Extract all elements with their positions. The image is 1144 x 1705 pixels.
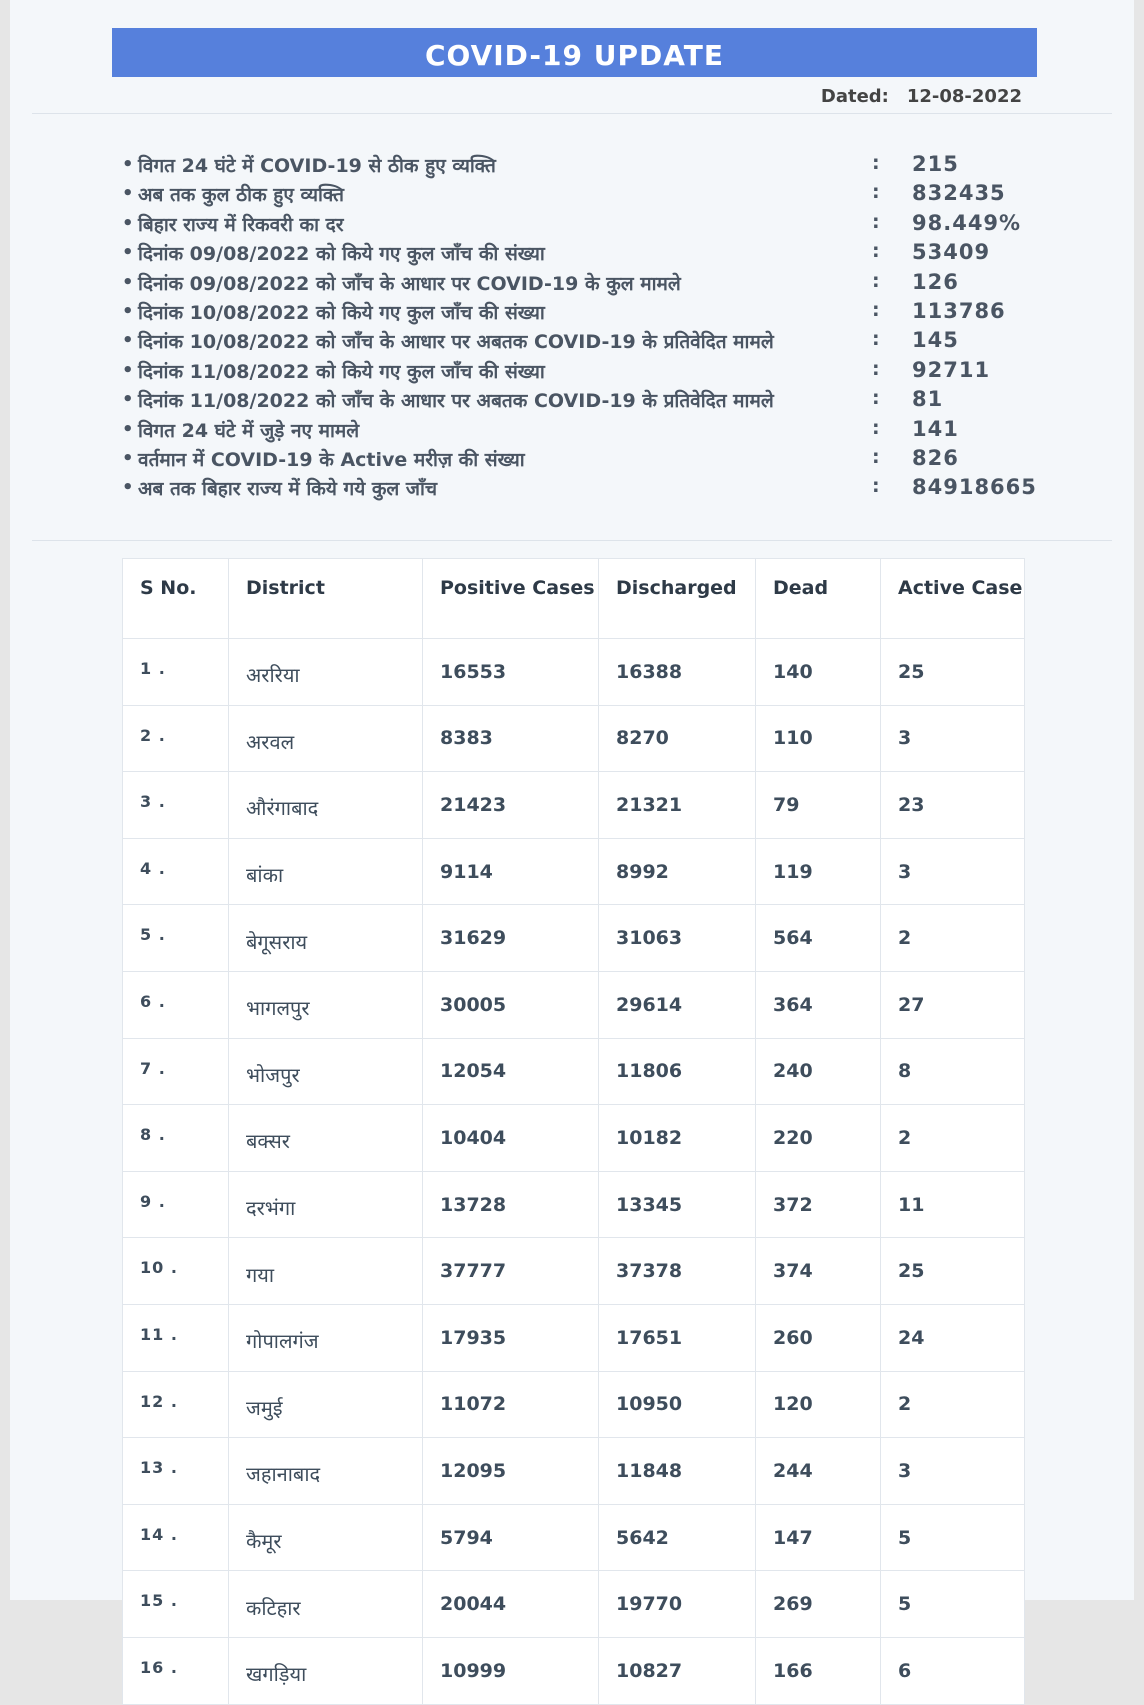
- cell-active: 25: [881, 639, 1025, 706]
- stat-row: [122, 211, 1042, 240]
- bullet-icon: •: [122, 389, 134, 411]
- cell-dead: 244: [756, 1438, 881, 1505]
- cell-active: 3: [881, 705, 1025, 772]
- table-row: [123, 1038, 1025, 1105]
- cell-dead: 269: [756, 1571, 881, 1638]
- stat-row: [122, 240, 1042, 269]
- cell-positive: 12054: [423, 1038, 599, 1105]
- stat-value: 53409: [912, 240, 991, 265]
- col-header-active: Active Case: [881, 559, 1025, 639]
- dated-value: 12-08-2022: [906, 86, 1022, 107]
- stat-colon: :: [872, 445, 880, 468]
- cell-district: खगड़िया: [229, 1637, 423, 1704]
- table-row: [123, 1571, 1025, 1638]
- cell-discharged: 13345: [599, 1171, 756, 1238]
- cell-discharged: 21321: [599, 772, 756, 839]
- col-header-discharged: Discharged: [599, 559, 756, 639]
- cell-sno: 13 .: [123, 1438, 229, 1505]
- table-row: [123, 905, 1025, 972]
- table-header-row: [123, 559, 1025, 639]
- col-header-dead: Dead: [756, 559, 881, 639]
- cell-district: बेगूसराय: [229, 905, 423, 972]
- stat-colon: :: [872, 152, 880, 174]
- cell-active: 5: [881, 1504, 1025, 1571]
- cell-active: 2: [881, 905, 1025, 972]
- cell-active: 6: [881, 1637, 1025, 1704]
- cell-sno: 5 .: [123, 905, 229, 972]
- cell-sno: 12 .: [123, 1371, 229, 1438]
- stat-colon: :: [872, 210, 880, 233]
- stat-label: विगत 24 घंटे में COVID-19 से ठीक हुए व्यक्ति: [138, 155, 496, 177]
- cell-district: अररिया: [229, 639, 423, 706]
- cell-district: बक्सर: [229, 1105, 423, 1172]
- cell-active: 24: [881, 1304, 1025, 1371]
- cell-dead: 240: [756, 1038, 881, 1105]
- stat-row: [122, 270, 1042, 299]
- cell-positive: 31629: [423, 905, 599, 972]
- stat-label: दिनांक 11/08/2022 को किये गए कुल जाँच की संख्या: [138, 360, 545, 383]
- stat-row: [122, 181, 1042, 210]
- cell-dead: 147: [756, 1504, 881, 1571]
- stat-label: बिहार राज्य में रिकवरी का दर: [138, 213, 344, 236]
- cell-positive: 5794: [423, 1504, 599, 1571]
- cell-dead: 140: [756, 639, 881, 706]
- stat-colon: :: [872, 328, 880, 351]
- table-row: [123, 838, 1025, 905]
- col-header-district: District: [229, 559, 423, 639]
- cell-dead: 372: [756, 1171, 881, 1238]
- cell-sno: 9 .: [123, 1171, 229, 1238]
- cell-dead: 166: [756, 1637, 881, 1704]
- cell-district: अरवल: [229, 705, 423, 772]
- stat-value: 98.449%: [912, 210, 1022, 235]
- stat-value: 113786: [912, 298, 1006, 323]
- cell-positive: 11072: [423, 1371, 599, 1438]
- cell-district: कटिहार: [229, 1571, 423, 1638]
- cell-discharged: 10827: [599, 1637, 756, 1704]
- cell-discharged: 8270: [599, 705, 756, 772]
- table-row: [123, 971, 1025, 1038]
- cell-positive: 13728: [423, 1171, 599, 1238]
- cell-dead: 260: [756, 1304, 881, 1371]
- cell-active: 25: [881, 1238, 1025, 1305]
- cell-district: जमुई: [229, 1371, 423, 1438]
- stat-row: [122, 417, 1042, 446]
- cell-sno: 7 .: [123, 1038, 229, 1105]
- cell-active: 5: [881, 1571, 1025, 1638]
- cell-dead: 79: [756, 772, 881, 839]
- cell-positive: 17935: [423, 1304, 599, 1371]
- cell-positive: 8383: [423, 705, 599, 772]
- stat-value: 84918665: [912, 475, 1037, 500]
- cell-positive: 10999: [423, 1637, 599, 1704]
- stat-value: 92711: [912, 357, 991, 382]
- divider: [32, 540, 1112, 541]
- divider: [32, 113, 1112, 114]
- cell-discharged: 16388: [599, 639, 756, 706]
- stat-row: [122, 299, 1042, 328]
- cell-sno: 11 .: [123, 1304, 229, 1371]
- cell-sno: 1 .: [123, 639, 229, 706]
- stat-label: अब तक बिहार राज्य में किये गये कुल जाँच: [138, 478, 438, 501]
- cell-active: 3: [881, 1438, 1025, 1505]
- cell-dead: 110: [756, 705, 881, 772]
- bullet-icon: •: [122, 212, 134, 234]
- document-page: [10, 0, 1134, 1687]
- stat-row: [122, 475, 1042, 504]
- col-header-positive: Positive Cases: [423, 559, 599, 639]
- cell-positive: 10404: [423, 1105, 599, 1172]
- cell-positive: 30005: [423, 971, 599, 1038]
- bullet-icon: •: [122, 330, 134, 352]
- stat-row: [122, 152, 1042, 181]
- dated-label: Dated:: [820, 86, 889, 107]
- stat-row: [122, 328, 1042, 357]
- col-header-sno: S No.: [123, 559, 229, 639]
- cell-discharged: 37378: [599, 1238, 756, 1305]
- table-row: [123, 1304, 1025, 1371]
- cell-discharged: 17651: [599, 1304, 756, 1371]
- stat-value: 826: [912, 445, 959, 470]
- stat-label: दिनांक 10/08/2022 को किये गए कुल जाँच की संख्या: [138, 301, 545, 324]
- table-row: [123, 1171, 1025, 1238]
- cell-discharged: 10950: [599, 1371, 756, 1438]
- table-row: [123, 1105, 1025, 1172]
- table-row: [123, 705, 1025, 772]
- cell-district: कैमूर: [229, 1504, 423, 1571]
- stat-row: [122, 358, 1042, 387]
- bullet-icon: •: [122, 359, 134, 381]
- cell-active: 27: [881, 971, 1025, 1038]
- cell-active: 8: [881, 1038, 1025, 1105]
- stat-label: दिनांक 11/08/2022 को जाँच के आधार पर अबतक COVID-19 के प्रतिवेदित मामले: [138, 390, 774, 413]
- cell-sno: 10 .: [123, 1238, 229, 1305]
- cell-active: 3: [881, 838, 1025, 905]
- cell-sno: 16 .: [123, 1637, 229, 1704]
- cell-positive: 20044: [423, 1571, 599, 1638]
- table-row: [123, 772, 1025, 839]
- stat-value: 215: [912, 152, 959, 176]
- bullet-icon: •: [122, 242, 134, 264]
- stat-value: 81: [912, 387, 944, 412]
- cell-sno: 4 .: [123, 838, 229, 905]
- cell-district: जहानाबाद: [229, 1438, 423, 1505]
- cell-positive: 12095: [423, 1438, 599, 1505]
- cell-discharged: 11848: [599, 1438, 756, 1505]
- stat-colon: :: [872, 269, 880, 292]
- cell-dead: 119: [756, 838, 881, 905]
- stat-colon: :: [872, 240, 880, 263]
- cell-active: 2: [881, 1105, 1025, 1172]
- stat-label: दिनांक 09/08/2022 को किये गए कुल जाँच की संख्या: [138, 243, 545, 266]
- cell-dead: 120: [756, 1371, 881, 1438]
- cell-active: 2: [881, 1371, 1025, 1438]
- cell-discharged: 5642: [599, 1504, 756, 1571]
- page-title: COVID-19 UPDATE: [112, 28, 1037, 77]
- cell-discharged: 11806: [599, 1038, 756, 1105]
- dated-line: [821, 86, 1022, 107]
- stat-colon: :: [872, 387, 880, 410]
- cell-sno: 15 .: [123, 1571, 229, 1638]
- bullet-icon: •: [122, 418, 134, 440]
- stat-label: अब तक कुल ठीक हुए व्यक्ति: [138, 184, 344, 207]
- table-row: [123, 639, 1025, 706]
- table-row: [123, 1504, 1025, 1571]
- cell-discharged: 31063: [599, 905, 756, 972]
- stat-row: [122, 446, 1042, 475]
- table-row: [123, 1438, 1025, 1505]
- cell-sno: 2 .: [123, 705, 229, 772]
- cell-discharged: 29614: [599, 971, 756, 1038]
- stat-value: 141: [912, 416, 959, 441]
- bullet-icon: •: [122, 154, 134, 175]
- bullet-icon: •: [122, 271, 134, 293]
- cell-sno: 8 .: [123, 1105, 229, 1172]
- cell-active: 23: [881, 772, 1025, 839]
- cell-positive: 16553: [423, 639, 599, 706]
- cell-district: भोजपुर: [229, 1038, 423, 1105]
- cell-sno: 14 .: [123, 1504, 229, 1571]
- stat-value: 145: [912, 328, 959, 353]
- stat-value: 832435: [912, 181, 1006, 206]
- stat-colon: :: [872, 416, 880, 439]
- stats-list: [122, 152, 1042, 505]
- bullet-icon: •: [122, 477, 134, 499]
- cell-sno: 6 .: [123, 971, 229, 1038]
- stat-label: वर्तमान में COVID-19 के Active मरीज़ की संख्या: [138, 448, 525, 471]
- cell-discharged: 8992: [599, 838, 756, 905]
- cell-discharged: 19770: [599, 1571, 756, 1638]
- stat-label: दिनांक 10/08/2022 को जाँच के आधार पर अबतक COVID-19 के प्रतिवेदित मामले: [138, 331, 774, 354]
- cell-dead: 364: [756, 971, 881, 1038]
- table-row: [123, 1238, 1025, 1305]
- cell-district: दरभंगा: [229, 1171, 423, 1238]
- stat-colon: :: [872, 475, 880, 498]
- bullet-icon: •: [122, 300, 134, 322]
- cell-positive: 9114: [423, 838, 599, 905]
- bullet-icon: •: [122, 447, 134, 469]
- table-row: [123, 1637, 1025, 1704]
- cell-dead: 220: [756, 1105, 881, 1172]
- stat-row: [122, 387, 1042, 416]
- cell-active: 11: [881, 1171, 1025, 1238]
- cell-positive: 37777: [423, 1238, 599, 1305]
- cell-dead: 564: [756, 905, 881, 972]
- bullet-icon: •: [122, 183, 134, 205]
- district-table: [122, 558, 1025, 1705]
- cell-district: गोपालगंज: [229, 1304, 423, 1371]
- stat-colon: :: [872, 298, 880, 321]
- cell-dead: 374: [756, 1238, 881, 1305]
- cell-district: गया: [229, 1238, 423, 1305]
- cell-district: औरंगाबाद: [229, 772, 423, 839]
- cell-discharged: 10182: [599, 1105, 756, 1172]
- table-row: [123, 1371, 1025, 1438]
- table-body: [123, 639, 1025, 1705]
- cell-positive: 21423: [423, 772, 599, 839]
- cell-district: बांका: [229, 838, 423, 905]
- cell-district: भागलपुर: [229, 971, 423, 1038]
- stat-colon: :: [872, 357, 880, 380]
- stat-colon: :: [872, 181, 880, 204]
- stat-label: विगत 24 घंटे में जुड़े नए मामले: [138, 419, 360, 442]
- stat-value: 126: [912, 269, 959, 294]
- cell-sno: 3 .: [123, 772, 229, 839]
- stat-label: दिनांक 09/08/2022 को जाँच के आधार पर COVID-19 के कुल मामले: [138, 272, 681, 295]
